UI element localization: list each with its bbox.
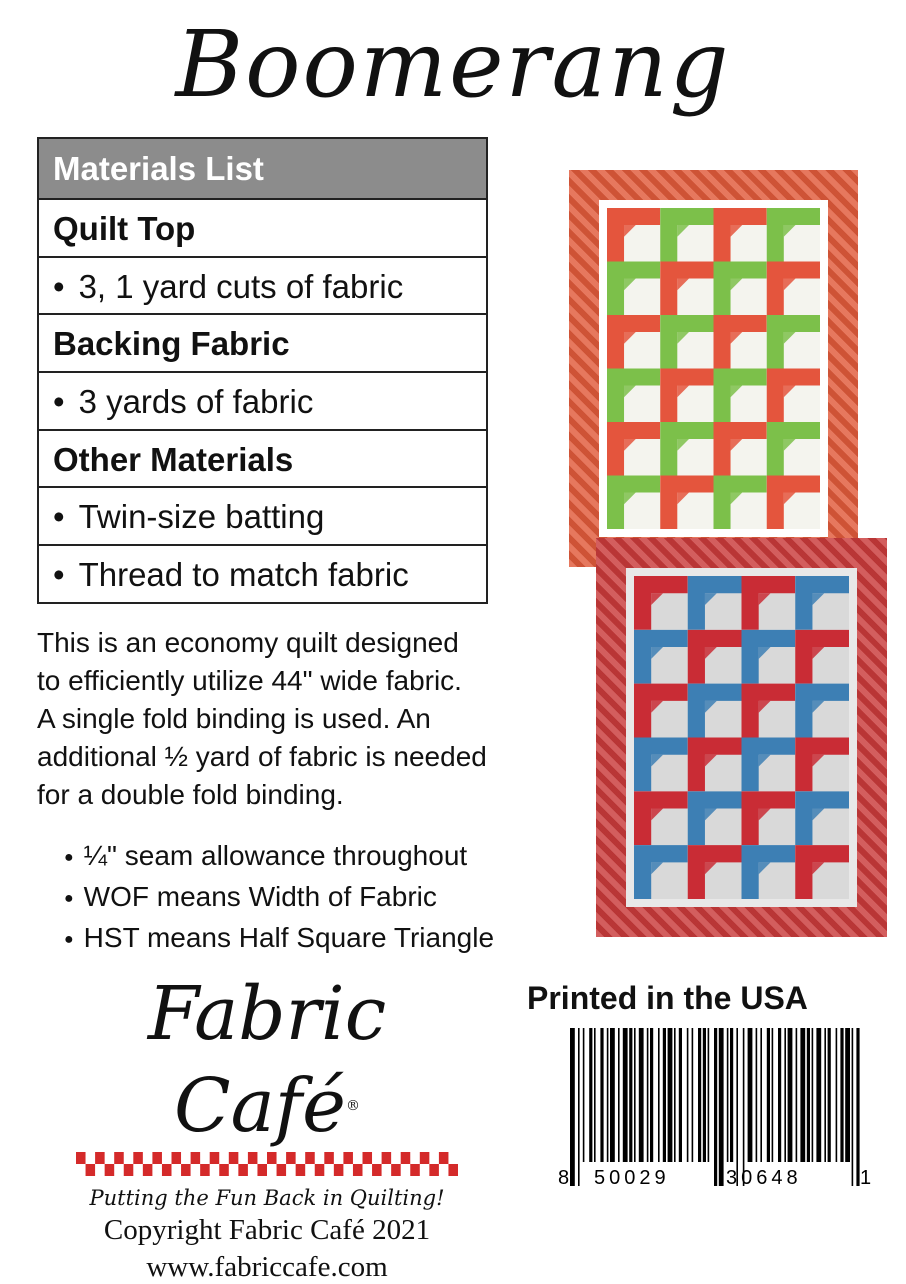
quilt-block	[660, 262, 713, 316]
quilt-block	[607, 208, 660, 262]
quilt-block	[795, 576, 849, 630]
barcode-digit-prefix: 8	[558, 1167, 570, 1188]
quilt-pattern-graphic	[626, 568, 857, 907]
logo-brand: Fabric Café	[147, 971, 387, 1149]
quilt-block	[607, 476, 660, 530]
description-line: A single fold binding is used. An	[37, 703, 431, 734]
quilt-block	[714, 422, 767, 476]
quilt-block	[742, 684, 796, 738]
quilt-image-green-red	[569, 170, 858, 567]
quilt-block	[688, 791, 742, 845]
quilt-block	[660, 369, 713, 423]
quilt-block	[714, 315, 767, 369]
quilt-block	[607, 422, 660, 476]
quilt-block	[607, 369, 660, 423]
quilt-block	[742, 576, 796, 630]
materials-item-backing-yards: • 3 yards of fabric	[39, 371, 486, 429]
description	[37, 624, 507, 814]
quilt-block	[795, 845, 849, 899]
quilt-block	[634, 791, 688, 845]
quilt-block	[607, 262, 660, 316]
quilt-block	[767, 369, 820, 423]
quilt-block	[742, 630, 796, 684]
quilt-block	[607, 315, 660, 369]
quilt-block	[795, 630, 849, 684]
note-item: ● HST means Half Square Triangle	[64, 918, 494, 959]
barcode	[556, 1028, 872, 1188]
description-line: for a double fold binding.	[37, 779, 344, 810]
quilt-block	[767, 315, 820, 369]
materials-item-batting: • Twin-size batting	[39, 486, 486, 544]
description-line: This is an economy quilt designed	[37, 627, 459, 658]
quilt-block	[795, 684, 849, 738]
quilt-block	[742, 845, 796, 899]
barcode-digit-suffix: 1	[860, 1167, 872, 1188]
quilt-block	[688, 630, 742, 684]
materials-header: Materials List	[39, 139, 486, 198]
quilt-pattern-graphic	[599, 200, 828, 537]
website-link: www.fabriccafe.com	[146, 1251, 388, 1283]
quilt-block	[742, 738, 796, 792]
barcode-digits-left: 50029	[594, 1167, 670, 1188]
quilt-block	[634, 684, 688, 738]
quilt-block	[660, 315, 713, 369]
quilt-block	[714, 369, 767, 423]
description-line: to efficiently utilize 44" wide fabric.	[37, 665, 462, 696]
quilt-block	[767, 422, 820, 476]
quilt-block	[767, 262, 820, 316]
quilt-block	[634, 576, 688, 630]
registered-mark: ®	[345, 1098, 360, 1114]
quilt-block	[767, 476, 820, 530]
fabric-cafe-logo	[72, 968, 462, 1284]
barcode-bars	[570, 1028, 860, 1186]
materials-section-other: Other Materials	[39, 429, 486, 487]
copyright-text: Copyright Fabric Café 2021	[103, 1214, 431, 1246]
logo-tagline: Putting the Fun Back in Quilting!	[89, 1186, 445, 1210]
quilt-block	[660, 208, 713, 262]
quilt-block	[795, 791, 849, 845]
quilt-block	[688, 684, 742, 738]
quilt-block	[688, 738, 742, 792]
materials-section-quilt-top: Quilt Top	[39, 198, 486, 256]
quilt-block	[742, 791, 796, 845]
materials-item-thread: • Thread to match fabric	[39, 544, 486, 602]
quilt-block	[714, 208, 767, 262]
quilt-block	[660, 422, 713, 476]
quilt-block	[660, 476, 713, 530]
quilt-block	[634, 630, 688, 684]
quilt-block	[634, 738, 688, 792]
materials-section-backing: Backing Fabric	[39, 313, 486, 371]
materials-item-fabric-cuts: • 3, 1 yard cuts of fabric	[39, 256, 486, 314]
barcode-digits-right: 30648	[726, 1167, 802, 1188]
note-item: ● ¼" seam allowance throughout	[64, 836, 494, 877]
quilt-block	[688, 576, 742, 630]
notes-list	[64, 836, 494, 959]
quilt-block	[634, 845, 688, 899]
quilt-block	[688, 845, 742, 899]
quilt-block	[795, 738, 849, 792]
description-line: additional ½ yard of fabric is needed	[37, 741, 487, 772]
printed-in-usa: Printed in the USA	[527, 980, 808, 1016]
quilt-image-red-blue	[596, 538, 887, 937]
quilt-block	[767, 208, 820, 262]
pattern-title: Boomerang	[175, 11, 731, 118]
note-item: ● WOF means Width of Fabric	[64, 877, 494, 918]
quilt-block	[714, 476, 767, 530]
materials-table	[37, 137, 488, 604]
quilt-block	[714, 262, 767, 316]
checkerboard-stripe	[76, 1152, 458, 1176]
